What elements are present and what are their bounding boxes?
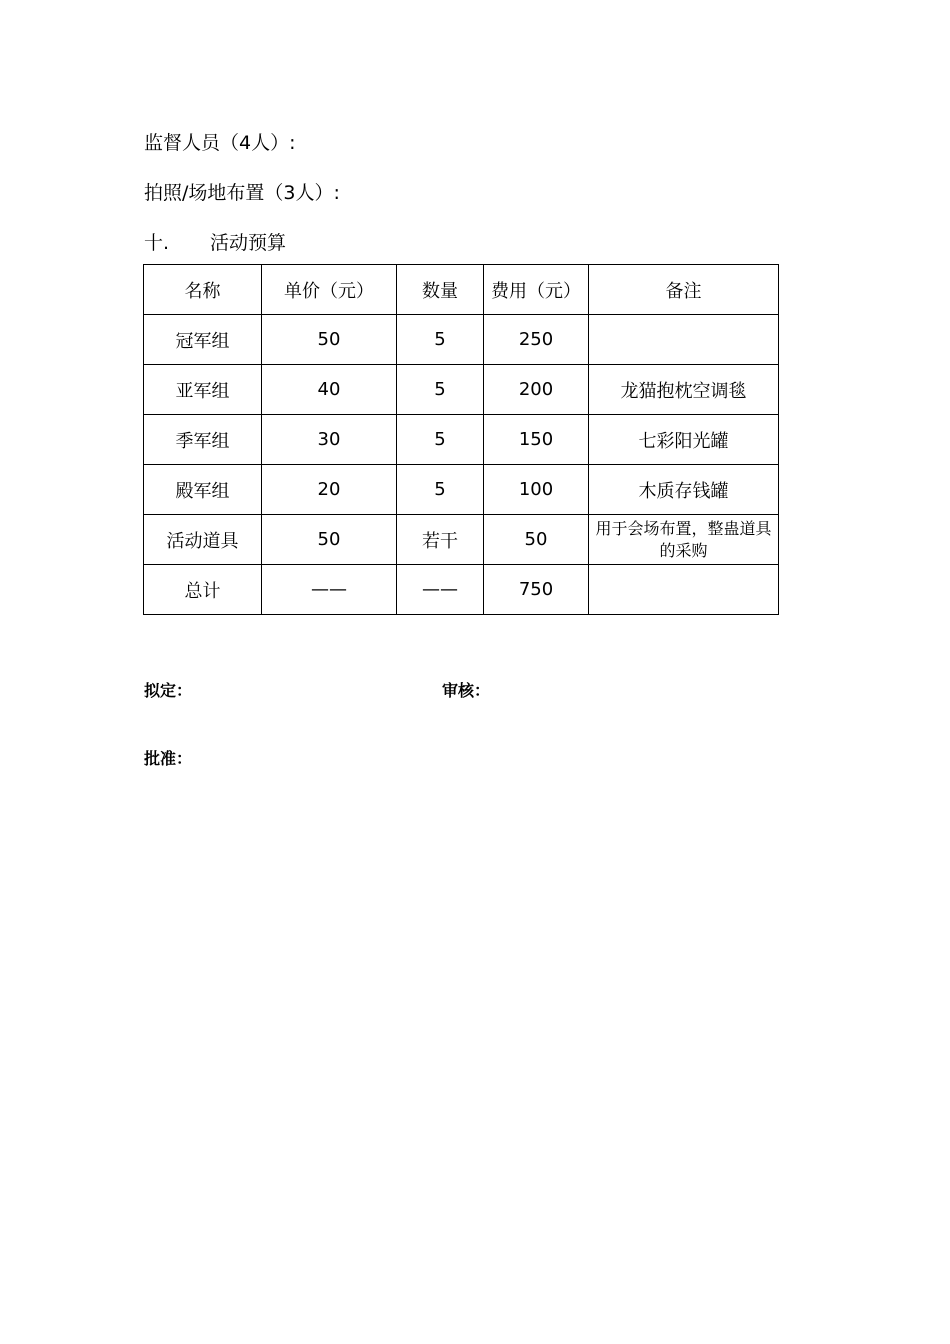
table-header-row [144,265,779,315]
table-row [144,415,779,465]
approved-by-label: 批准： [144,749,193,768]
cell-remarks [589,315,779,365]
cell-remarks [589,565,779,615]
cell-quantity: 5 [397,415,484,465]
cell-quantity: 若干 [397,515,484,565]
drafted-by-label: 拟定： [144,681,193,700]
cell-unit-price: 40 [262,365,397,415]
cell-cost: 100 [484,465,589,515]
cell-name: 冠军组 [144,315,262,365]
cell-quantity: 5 [397,315,484,365]
table-total-row [144,565,779,615]
table-row [144,315,779,365]
header-unit-price: 单价（元） [262,265,397,315]
cell-unit-price: 50 [262,315,397,365]
cell-cost: 200 [484,365,589,415]
header-quantity: 数量 [397,265,484,315]
cell-remarks: 用于会场布置，整蛊道具的采购 [589,515,779,565]
section-title: 活动预算 [210,232,287,254]
cell-remarks: 七彩阳光罐 [589,415,779,465]
cell-quantity: 5 [397,465,484,515]
cell-name: 亚军组 [144,365,262,415]
cell-unit-price: 50 [262,515,397,565]
header-remarks: 备注 [589,265,779,315]
cell-cost: 750 [484,565,589,615]
reviewed-by-label: 审核： [442,681,491,700]
cell-remarks: 木质存钱罐 [589,465,779,515]
photo-venue-line: 拍照/场地布置（3人）: [144,182,340,204]
table-row [144,465,779,515]
supervisors-line: 监督人员（4人）: [144,132,296,154]
section-number: 十. [144,232,170,254]
header-name: 名称 [144,265,262,315]
table-row [144,365,779,415]
cell-quantity: —— [397,565,484,615]
header-cost: 费用（元） [484,265,589,315]
budget-table [143,264,779,615]
cell-cost: 50 [484,515,589,565]
section-heading [144,228,286,255]
cell-cost: 150 [484,415,589,465]
cell-unit-price: 20 [262,465,397,515]
cell-name: 总计 [144,565,262,615]
cell-name: 季军组 [144,415,262,465]
table-row [144,515,779,565]
cell-name: 活动道具 [144,515,262,565]
cell-name: 殿军组 [144,465,262,515]
cell-unit-price: —— [262,565,397,615]
cell-remarks: 龙猫抱枕空调毯 [589,365,779,415]
cell-unit-price: 30 [262,415,397,465]
cell-quantity: 5 [397,365,484,415]
cell-cost: 250 [484,315,589,365]
